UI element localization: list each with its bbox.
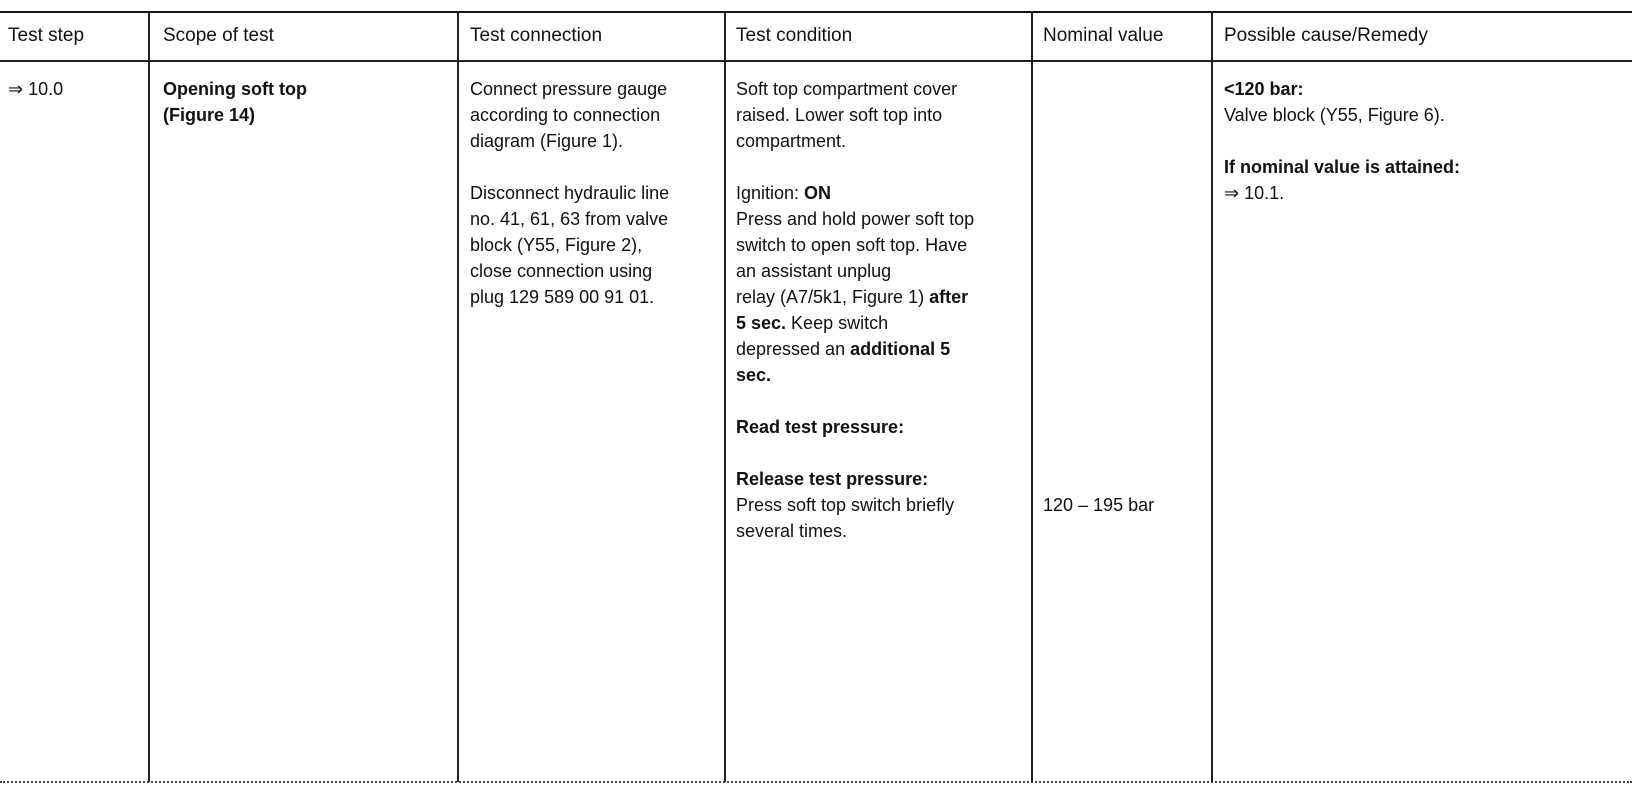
nominal-attained-label: If nominal value is attained: <box>1224 157 1461 177</box>
relay-line: relay (A7/5k1, Figure 1) after <box>736 287 969 307</box>
column-divider <box>457 11 459 782</box>
condition-line: raised. Lower soft top into <box>736 105 943 125</box>
header-scope-of-test: Scope of test <box>163 25 274 46</box>
additional-line: depressed an additional 5 <box>736 339 951 359</box>
connection-line: no. 41, 61, 63 from valve <box>470 209 669 229</box>
condition-line: Press and hold power soft top <box>736 209 975 229</box>
connection-line: plug 129 589 00 91 01. <box>470 287 655 307</box>
keep-switch-line: 5 sec. Keep switch <box>736 313 889 333</box>
header-rule <box>0 60 1632 62</box>
connection-line: diagram (Figure 1). <box>470 131 624 151</box>
next-step-ref: ⇒ 10.1. <box>1224 183 1285 203</box>
connection-line: block (Y55, Figure 2), <box>470 235 643 255</box>
connection-line: according to connection <box>470 105 661 125</box>
release-line: Press soft top switch briefly <box>736 495 955 515</box>
read-test-pressure-label: Read test pressure: <box>736 417 905 437</box>
connection-line: Disconnect hydraulic line <box>470 183 670 203</box>
test-connection <box>470 76 669 310</box>
possible-cause-remedy <box>1224 76 1460 206</box>
release-line: several times. <box>736 521 848 541</box>
header-possible-cause-remedy: Possible cause/Remedy <box>1224 25 1428 46</box>
header-test-step: Test step <box>8 25 85 46</box>
scope-figure-ref: (Figure 14) <box>163 105 256 125</box>
header-nominal-value: Nominal value <box>1043 25 1164 46</box>
column-divider <box>1031 11 1033 782</box>
low-pressure-remedy: Valve block (Y55, Figure 6). <box>1224 105 1445 125</box>
header-test-connection: Test connection <box>470 25 603 46</box>
test-step-value: ⇒ 10.0 <box>8 79 64 99</box>
low-pressure-label: <120 bar: <box>1224 79 1304 99</box>
condition-line: switch to open soft top. Have <box>736 235 968 255</box>
column-divider <box>1211 11 1213 782</box>
nominal-value: 120 – 195 bar <box>1043 495 1155 515</box>
column-divider <box>724 11 726 782</box>
header-test-condition: Test condition <box>736 25 853 46</box>
connection-line: Connect pressure gauge <box>470 79 668 99</box>
sec-line: sec. <box>736 365 772 385</box>
table-top-rule <box>0 11 1632 13</box>
scope-of-test <box>163 76 307 128</box>
release-test-pressure-label: Release test pressure: <box>736 469 929 489</box>
column-divider <box>148 11 150 782</box>
condition-line: compartment. <box>736 131 847 151</box>
ignition-line: Ignition: ON <box>736 183 832 203</box>
test-condition <box>736 76 974 544</box>
condition-line: Soft top compartment cover <box>736 79 958 99</box>
connection-line: close connection using <box>470 261 653 281</box>
table-bottom-rule <box>0 781 1632 783</box>
condition-line: an assistant unplug <box>736 261 892 281</box>
scope-title: Opening soft top <box>163 79 307 99</box>
